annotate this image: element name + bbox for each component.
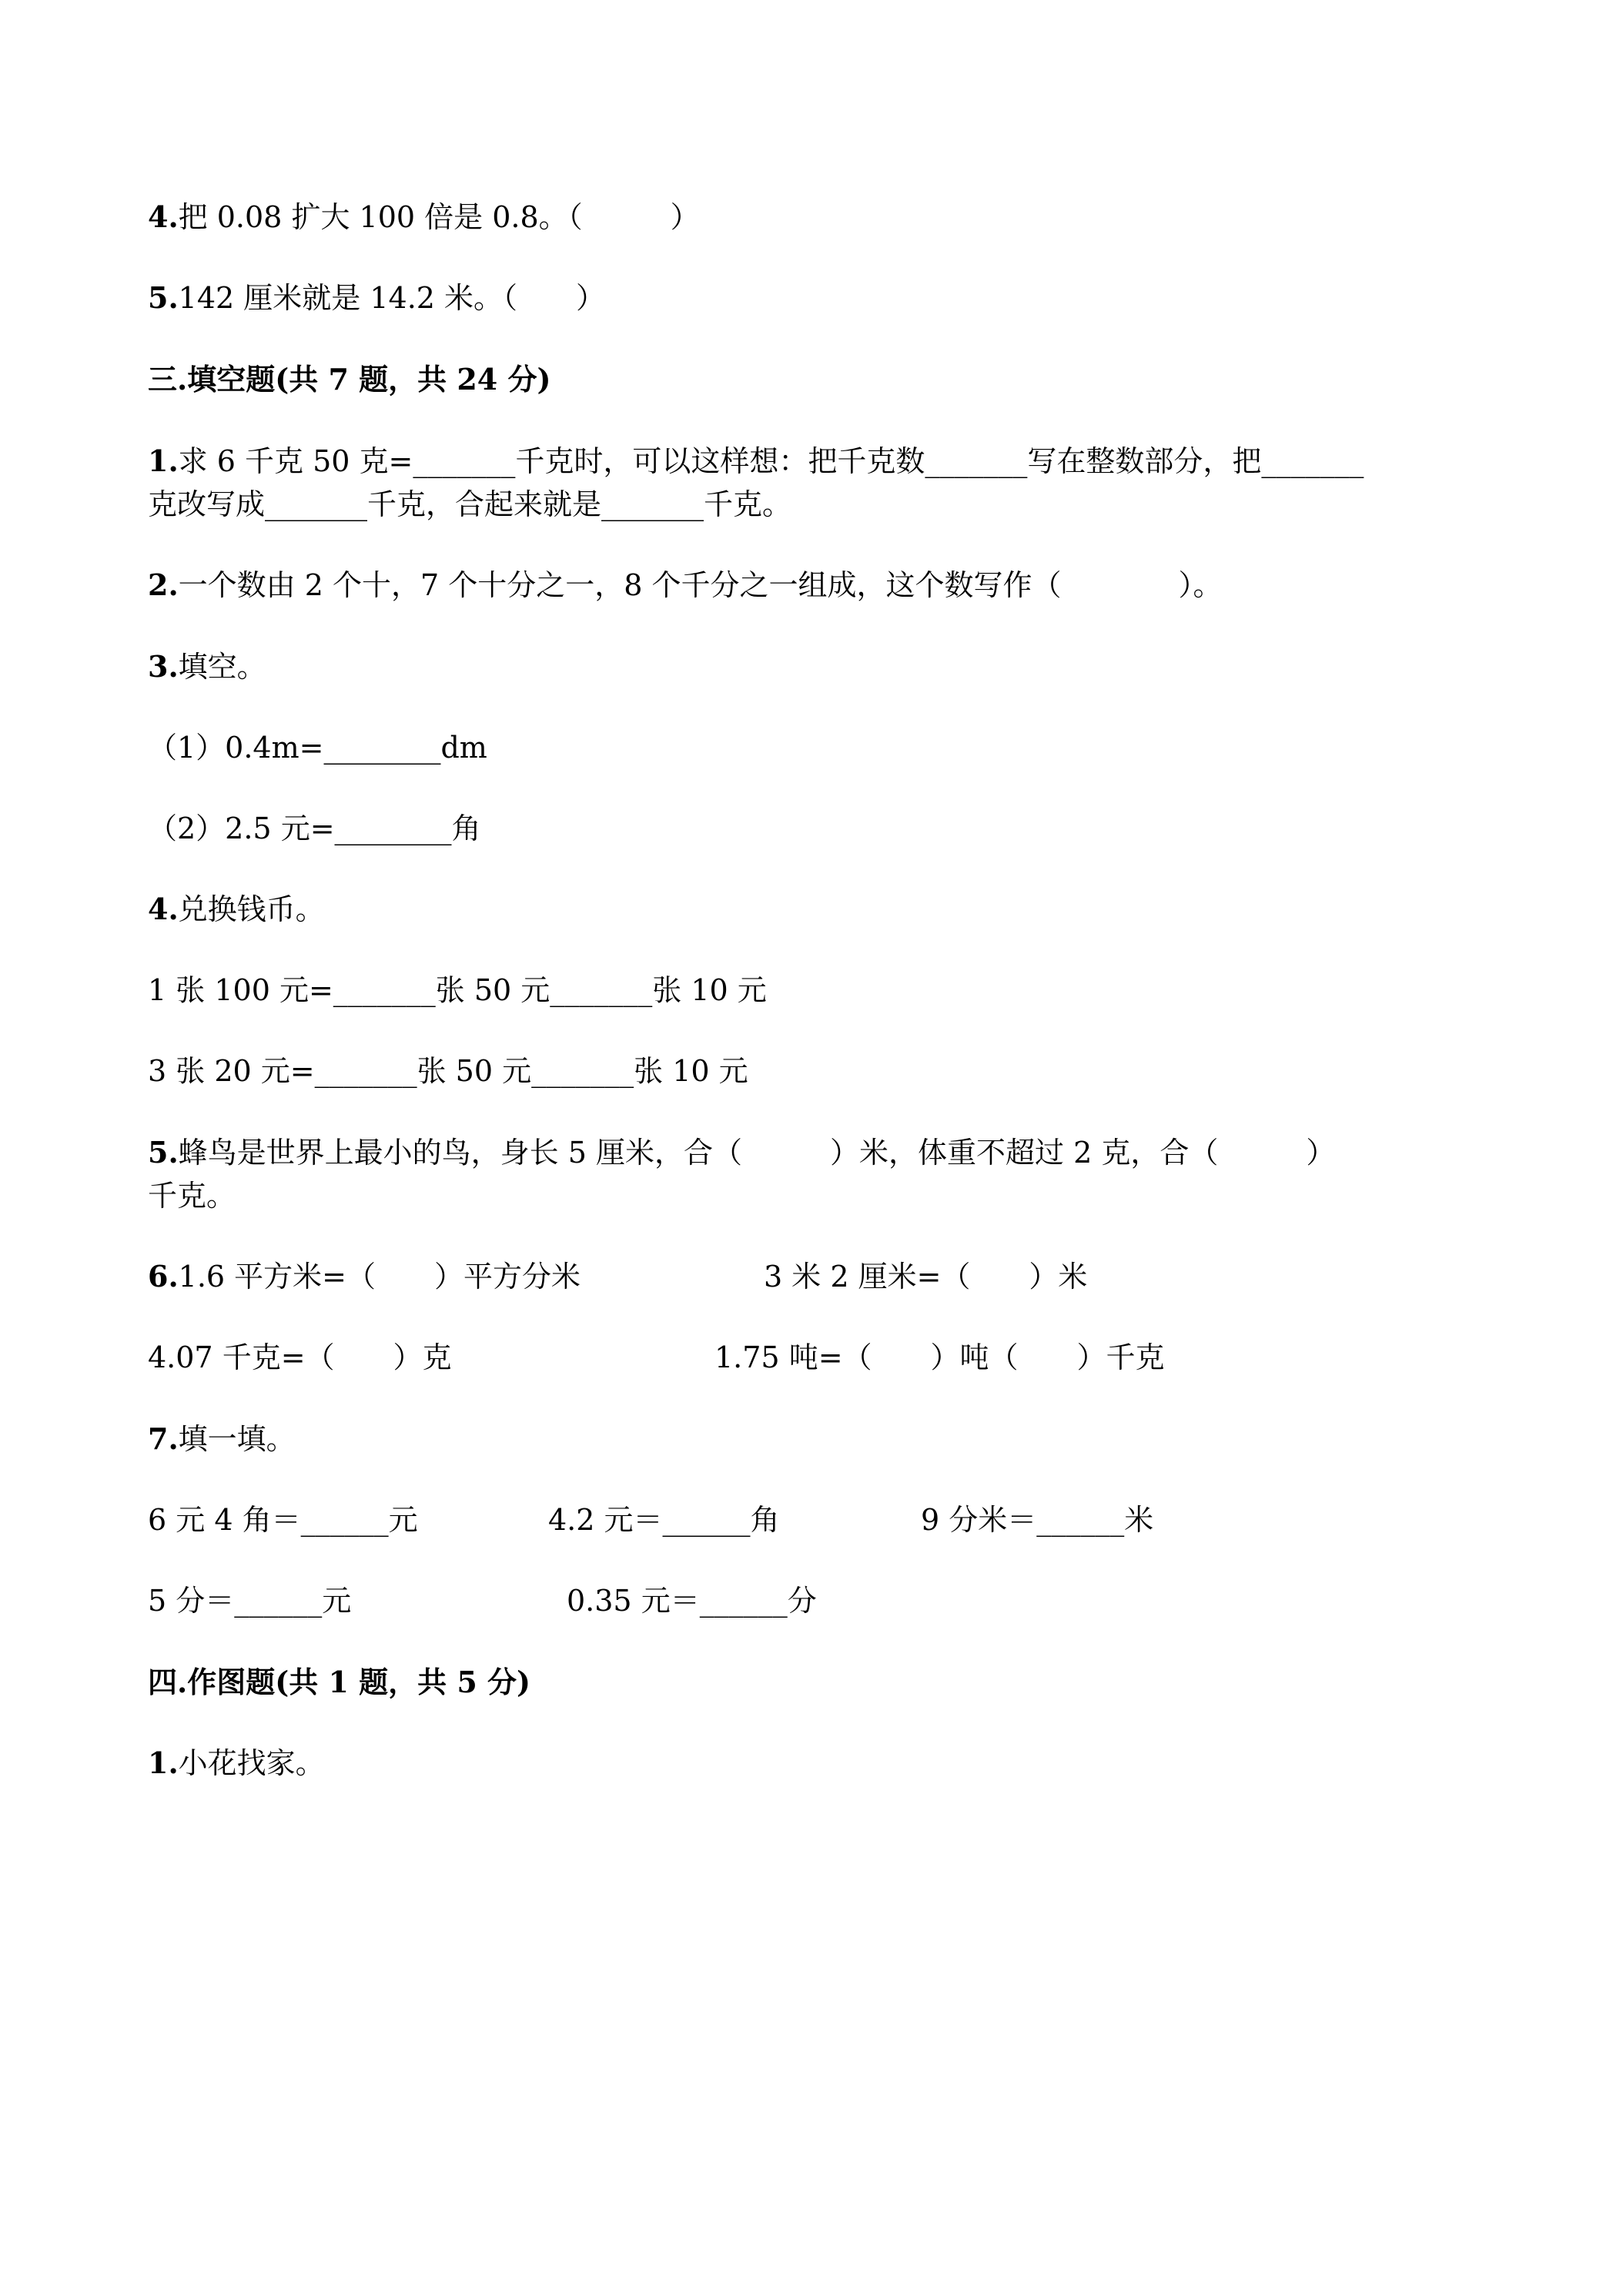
fill-question-7 [148, 1417, 296, 1461]
question-number: 3. [148, 649, 179, 684]
question-number: 5. [148, 1135, 179, 1170]
fill-question-1-line-2: 克改写成_______千克，合起来就是_______千克。 [148, 487, 792, 521]
question-number: 2. [148, 567, 179, 602]
question-text: 把 0.08 扩大 100 倍是 0.8。（ ） [178, 200, 700, 234]
question-text: 1.6 平方米=（ ）平方分米 [178, 1260, 581, 1294]
question-number: 1. [148, 443, 179, 478]
question-number: 5. [148, 280, 179, 315]
fill-question-7-b: 4.2 元＝______角 [548, 1503, 780, 1537]
section-4-title: 四.作图题(共 1 题，共 5 分) [148, 1665, 530, 1699]
fill-question-6-d: 1.75 吨=（ ）吨（ ）千克 [714, 1340, 1165, 1374]
fill-question-4 [148, 888, 325, 931]
question-text: 142 厘米就是 14.2 米。（ ） [178, 281, 606, 315]
question-text: 一个数由 2 个十，7 个十分之一，8 个千分之一组成，这个数写作（ ）。 [178, 568, 1223, 602]
fill-question-3 [148, 645, 266, 688]
fill-question-7-a: 6 元 4 角＝______元 [148, 1503, 418, 1537]
fill-question-5-line-1 [148, 1131, 1335, 1174]
question-number: 7. [148, 1421, 179, 1456]
question-text: 小花找家。 [178, 1746, 325, 1780]
fill-question-1-line-1 [148, 440, 1364, 483]
question-number: 6. [148, 1259, 179, 1294]
fill-question-6-b: 3 米 2 厘米=（ ）米 [764, 1260, 1088, 1294]
judge-question-4 [148, 196, 700, 239]
judge-question-5 [148, 276, 605, 320]
question-number: 4. [148, 892, 179, 926]
fill-question-7-e: 0.35 元＝______分 [567, 1584, 817, 1618]
fill-question-2 [148, 564, 1223, 607]
drawing-question-1 [148, 1742, 325, 1785]
question-number: 1. [148, 1745, 179, 1780]
question-text: 兑换钱币。 [178, 892, 325, 926]
question-text: 填空。 [178, 650, 266, 684]
fill-question-6-c: 4.07 千克=（ ）克 [148, 1340, 452, 1374]
fill-question-7-c: 9 分米＝______米 [921, 1503, 1154, 1537]
section-3-title: 三.填空题(共 7 题，共 24 分) [148, 362, 551, 397]
fill-question-3-sub-2: （2）2.5 元=________角 [148, 812, 481, 845]
fill-question-5-line-2: 千克。 [148, 1179, 236, 1213]
fill-question-7-d: 5 分＝______元 [148, 1584, 352, 1618]
question-text: 求 6 千克 50 克=_______千克时，可以这样想：把千克数_______写在整数部分，把_______ [178, 444, 1364, 478]
fill-question-4-row-1: 1 张 100 元=_______张 50 元_______张 10 元 [148, 973, 767, 1007]
question-number: 4. [148, 199, 179, 234]
fill-question-3-sub-1: （1）0.4m=________dm [148, 731, 487, 765]
fill-question-4-row-2: 3 张 20 元=_______张 50 元_______张 10 元 [148, 1054, 748, 1088]
question-text: 填一填。 [178, 1422, 296, 1456]
fill-question-6-a [148, 1255, 581, 1298]
question-text: 蜂鸟是世界上最小的鸟，身长 5 厘米，合（ ）米，体重不超过 2 克，合（ ） [178, 1136, 1336, 1170]
